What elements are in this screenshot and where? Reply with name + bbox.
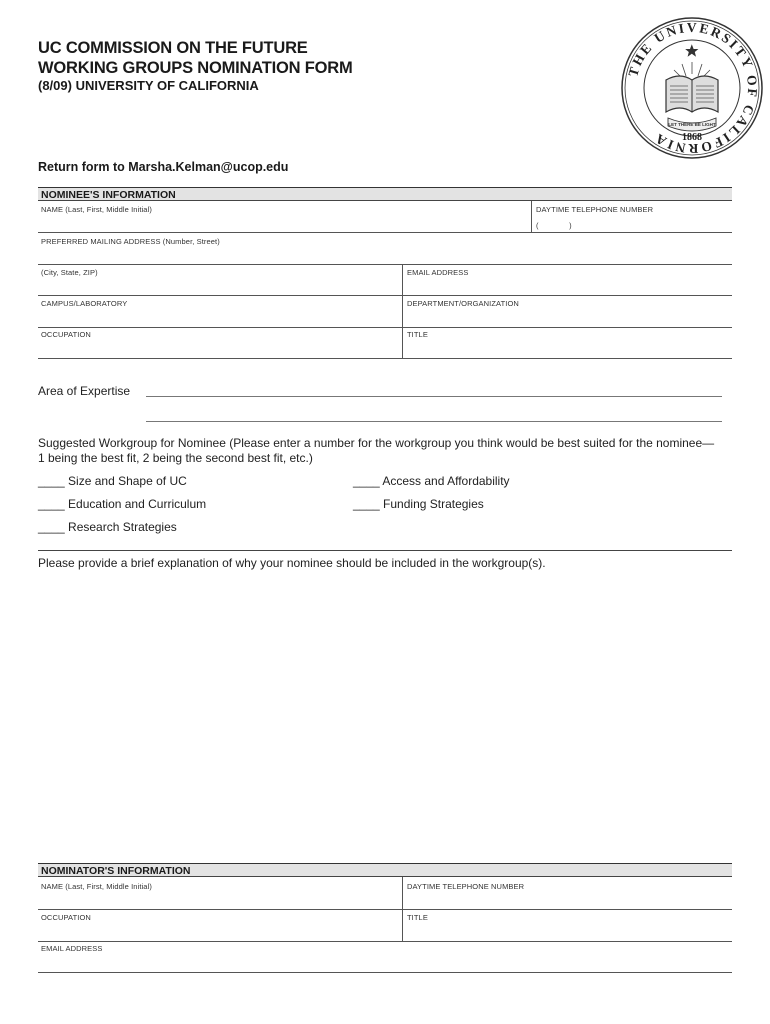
workgroup-option-label: Education and Curriculum [68,497,207,511]
workgroup-option-research[interactable] [38,520,177,534]
nominator-phone-field[interactable] [403,877,732,909]
rank-blank[interactable]: ____ [38,474,65,488]
divider [38,972,732,973]
nominator-section-header: NOMINATOR'S INFORMATION [38,863,732,877]
nominator-occupation-label: OCCUPATION [41,913,91,922]
nominator-title-label: TITLE [407,913,428,922]
nominator-title-field[interactable] [403,910,732,941]
nominee-phone-field[interactable] [532,201,732,232]
nominee-campus-label: CAMPUS/LABORATORY [41,299,128,308]
seal-ring-text: THE UNIVERSITY OF CALIFORNIA [625,19,761,157]
nominee-phone-label: DAYTIME TELEPHONE NUMBER [536,205,654,214]
workgroup-instructions-line-2: 1 being the best fit, 2 being the second best fit, etc.) [38,451,313,465]
seal-motto: LET THERE BE LIGHT [668,122,716,127]
nominee-occupation-label: OCCUPATION [41,330,91,339]
workgroup-option-label: Access and Affordability [382,474,510,488]
nominee-department-label: DEPARTMENT/ORGANIZATION [407,299,519,308]
divider [38,550,732,551]
explanation-prompt: Please provide a brief explanation of why your nominee should be included in the workgroup(s). [38,556,546,570]
nominee-department-field[interactable] [403,296,732,327]
nominator-phone-label: DAYTIME TELEPHONE NUMBER [407,882,525,891]
nominee-name-label: NAME (Last, First, Middle Initial) [41,205,152,214]
nominee-phone-format: ( ) [536,221,572,230]
workgroup-option-funding[interactable] [353,497,484,511]
nominator-email-field[interactable] [38,942,732,972]
workgroup-option-access[interactable] [353,474,510,488]
workgroup-instructions-line-1: Suggested Workgroup for Nominee (Please enter a number for the workgroup you think would be best suited for the nominee— [38,436,715,450]
return-instructions: Return form to Marsha.Kelman@ucop.edu [38,160,289,174]
workgroup-instructions [38,436,738,466]
form-title-line-2: WORKING GROUPS NOMINATION FORM [38,59,353,77]
nominee-email-field[interactable] [403,265,732,295]
nominator-name-field[interactable] [38,877,402,909]
nominee-city-field[interactable] [38,265,402,295]
form-title-line-1: UC COMMISSION ON THE FUTURE [38,39,308,57]
nominee-name-field[interactable] [38,201,531,232]
workgroup-option-education[interactable] [38,497,206,511]
expertise-line-2[interactable] [146,421,722,422]
rank-blank[interactable]: ____ [38,497,65,511]
nominee-address-label: PREFERRED MAILING ADDRESS (Number, Street) [41,237,220,246]
workgroup-option-label: Research Strategies [68,520,177,534]
expertise-line-1[interactable] [146,396,722,397]
nominee-campus-field[interactable] [38,296,402,327]
workgroup-option-size-shape[interactable] [38,474,187,488]
seal-year: 1868 [682,132,702,143]
nominee-city-label: (City, State, ZIP) [41,268,98,277]
nominator-email-label: EMAIL ADDRESS [41,944,103,953]
nominator-name-label: NAME (Last, First, Middle Initial) [41,882,152,891]
rank-blank[interactable]: ____ [353,497,380,511]
explanation-area[interactable] [38,574,732,859]
nominee-title-field[interactable] [403,328,732,358]
university-seal-icon [618,14,766,162]
nominator-occupation-field[interactable] [38,910,402,941]
form-title [38,38,353,78]
rank-blank[interactable]: ____ [353,474,380,488]
rank-blank[interactable]: ____ [38,520,65,534]
nominee-email-label: EMAIL ADDRESS [407,268,469,277]
nominee-address-field[interactable] [38,233,732,264]
workgroup-option-label: Funding Strategies [383,497,484,511]
expertise-label: Area of Expertise [38,384,131,398]
nominee-title-label: TITLE [407,330,428,339]
form-subtitle: (8/09) UNIVERSITY OF CALIFORNIA [38,78,259,93]
workgroup-option-label: Size and Shape of UC [68,474,187,488]
divider [38,358,732,359]
nominee-section-header: NOMINEE'S INFORMATION [38,187,732,201]
nominee-occupation-field[interactable] [38,328,402,358]
